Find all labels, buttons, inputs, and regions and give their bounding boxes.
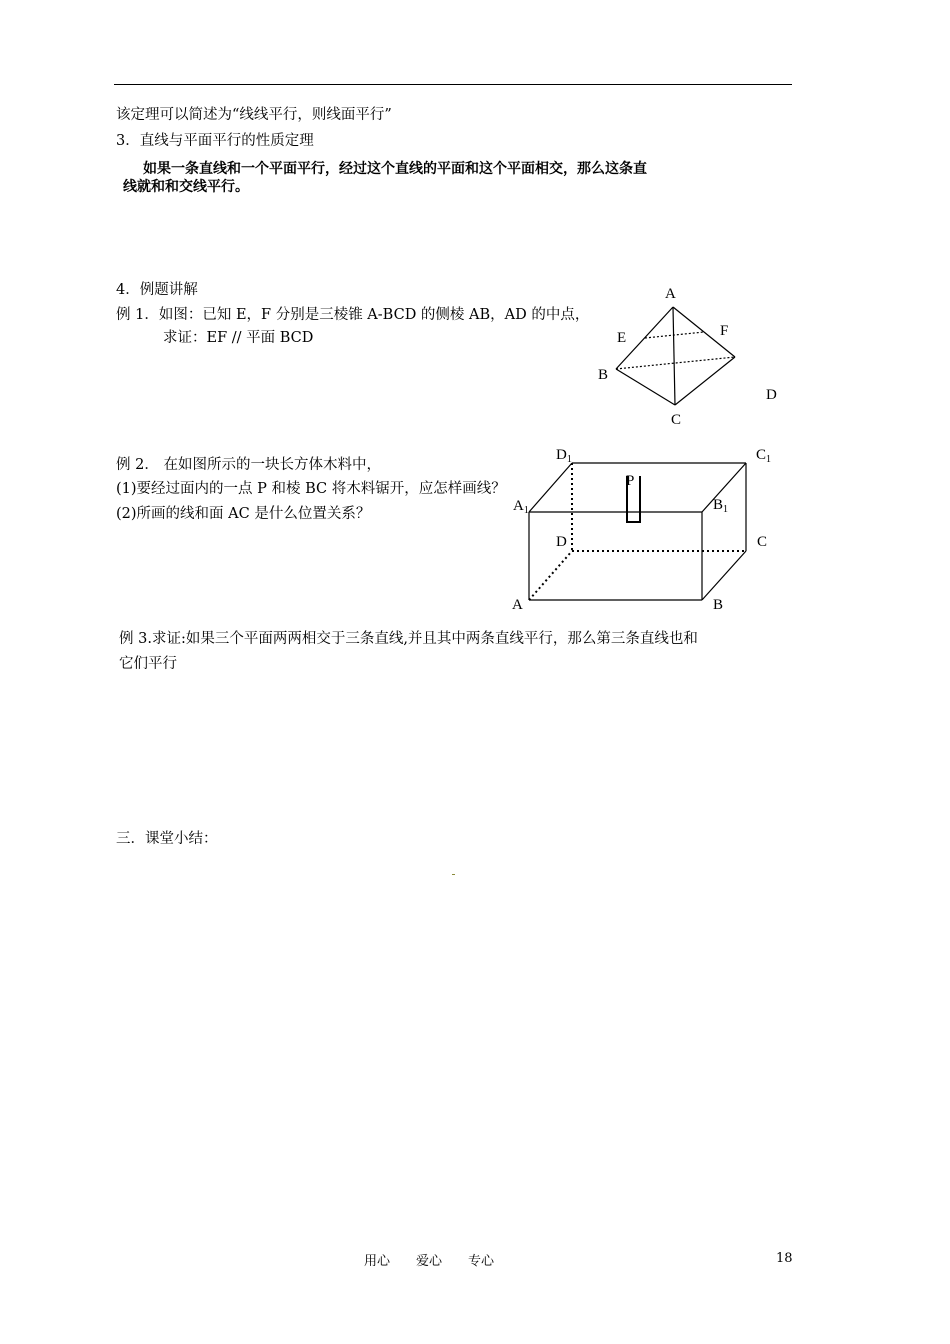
label-b: B: [713, 597, 724, 613]
label-p: P: [626, 473, 635, 489]
label-d1-letter: D: [556, 447, 567, 463]
label-d1-subscript: 1: [566, 454, 572, 465]
label-d: D: [766, 387, 777, 403]
section-4-heading: 4．例题讲解: [116, 282, 198, 298]
label-a1: [513, 498, 529, 516]
example-2-line2: (1)要经过面内的一点 P 和棱 BC 将木料锯开，应怎样画线？: [116, 481, 506, 497]
label-d1: [556, 447, 572, 465]
label-b1-subscript: 1: [723, 504, 729, 515]
label-b1: [713, 497, 728, 515]
example-2-line3: (2)所画的线和面 AC 是什么位置关系？: [116, 506, 371, 522]
label-c1: [756, 447, 771, 465]
example-2-line1: 例 2． 在如图所示的一块长方体木料中，: [116, 457, 381, 473]
label-d: D: [556, 534, 567, 550]
theorem-text-line1: 如果一条直线和一个平面平行，经过这个直线的平面和这个平面相交，那么这条直: [143, 161, 647, 177]
label-c: C: [757, 534, 768, 550]
label-a: A: [665, 286, 676, 302]
label-e: E: [617, 330, 627, 346]
edge-bc: [702, 551, 746, 600]
label-f: F: [720, 323, 729, 339]
example-1-line2: 求证：EF // 平面 BCD: [163, 330, 314, 346]
section-3-heading: 3．直线与平面平行的性质定理: [116, 133, 314, 149]
theorem-text-line2: 线就和和交线平行。: [123, 179, 249, 195]
theorem-summary: 该定理可以简述为“线线平行，则线面平行”: [116, 107, 392, 123]
example-1-line1: 例 1．如图：已知 E，F 分别是三棱锥 A-BCD 的侧棱 AB，AD 的中点，: [116, 307, 590, 323]
label-a1-subscript: 1: [523, 505, 529, 516]
page-number: 18: [776, 1251, 793, 1266]
example-3-line2: 它们平行: [119, 656, 177, 672]
summary-heading: 三．课堂小结：: [116, 831, 218, 847]
label-a: A: [512, 597, 523, 613]
label-a1-letter: A: [513, 498, 524, 514]
label-b: B: [598, 367, 609, 383]
label-c: C: [671, 412, 682, 428]
example-3-line1: 例 3.求证:如果三个平面两两相交于三条直线,并且其中两条直线平行，那么第三条直线也和: [119, 631, 698, 647]
label-c1-letter: C: [756, 447, 767, 463]
edge-a1d1: [529, 463, 572, 512]
edge-ad-hidden: [529, 551, 572, 600]
label-c1-subscript: 1: [766, 454, 772, 465]
footer-motto: 用心 爱心 专心: [364, 1254, 495, 1269]
label-b1-letter: B: [713, 497, 724, 513]
